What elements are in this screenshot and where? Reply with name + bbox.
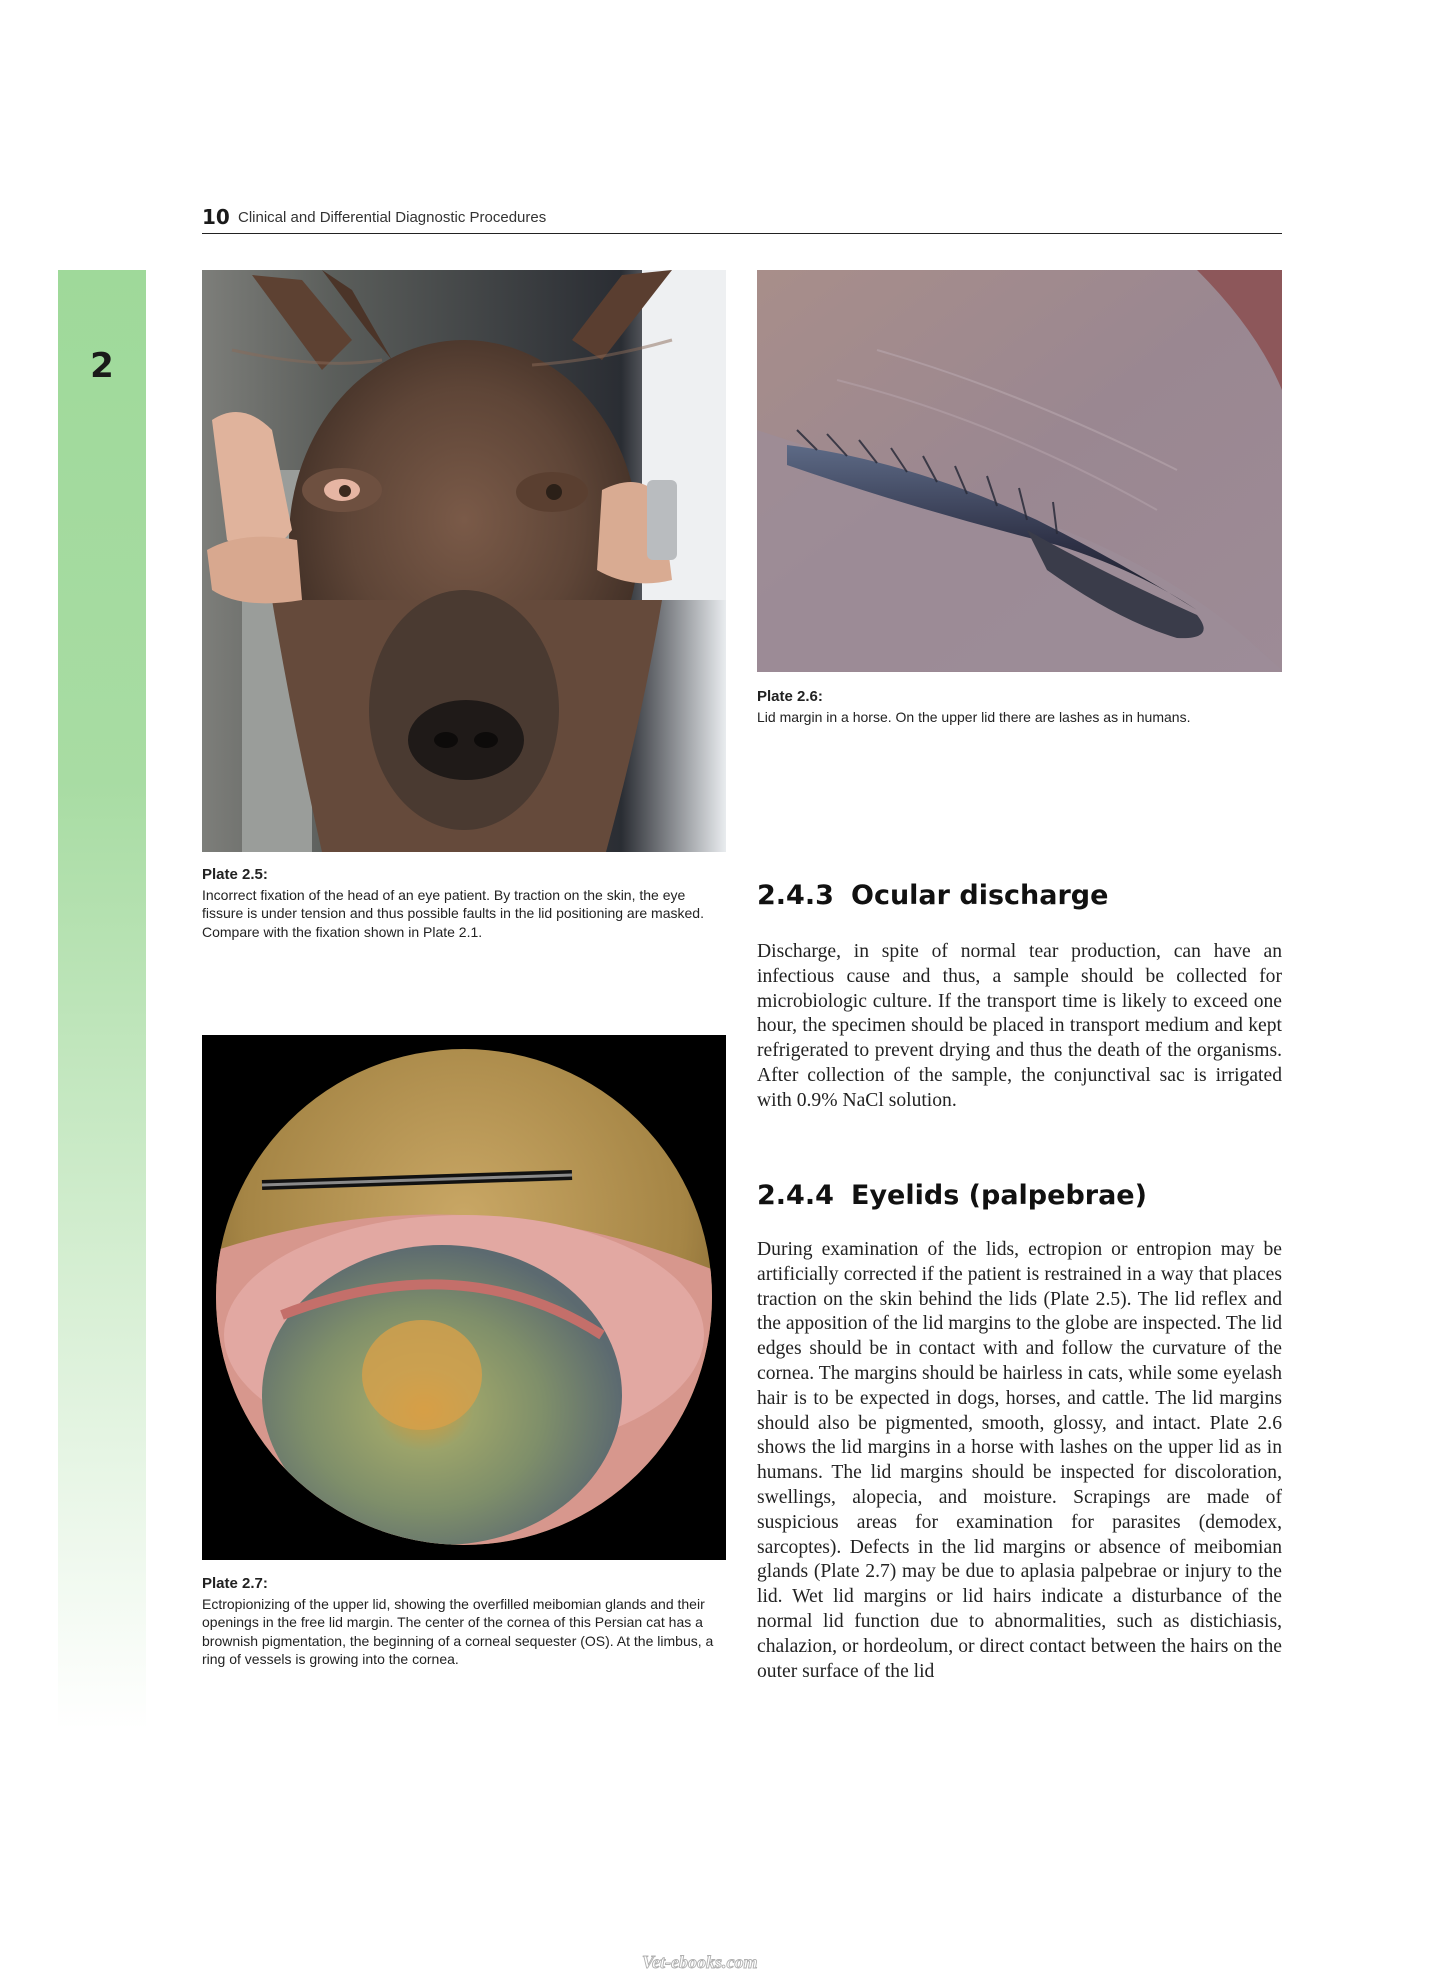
section-heading-ocular-discharge — [757, 880, 1108, 911]
plate-2-5-caption — [202, 866, 726, 941]
watermark-text: Vet-ebooks.com — [642, 1952, 758, 1972]
plate-label: Plate 2.6: — [757, 688, 823, 705]
watermark-logo — [640, 1946, 810, 1976]
chapter-tab — [58, 270, 146, 1730]
plate-2-6-caption — [757, 688, 1282, 726]
section-body-ocular-discharge: Discharge, in spite of normal tear production, can have an infectious cause and thus, a sample should be collected for microbiologic culture. If the transport time is likely to exceed one hour, the specimen should be placed in transport medium and kept refrigerated to prevent drying and thus the death of the organisms. After collection of the sample, the conjunctival sac is irrigated with 0.9% NaCl solution. — [757, 941, 1282, 1111]
plate-label: Plate 2.7: — [202, 1575, 268, 1592]
chapter-number: 2 — [90, 346, 114, 386]
running-header — [202, 203, 1282, 234]
section-title: Eyelids (palpebrae) — [851, 1180, 1147, 1211]
plate-label: Plate 2.5: — [202, 866, 268, 883]
section-title: Ocular discharge — [851, 880, 1109, 911]
plate-2-7-photo — [202, 1035, 726, 1560]
section-heading-eyelids — [757, 1180, 1147, 1211]
plate-2-7-caption — [202, 1575, 726, 1669]
section-number: 2.4.3 — [757, 880, 834, 911]
section-body-eyelids: During examination of the lids, ectropion or entropion may be artificially corrected if the patient is restrained in a way that places traction on the skin behind the lids (Plate 2.5). The lid reflex and the apposition of the lid margins to the globe are inspected. The lid edges should be in contact with and follow the curvature of the cornea. The margins should be hairless in cats, while some eyelash hair is to be expected in dogs, horses, and cattle. The lid margins should also be pigmented, smooth, glossy, and intact. Plate 2.6 shows the lid margins in a horse with lashes on the upper lid as in humans. The lid margins should be inspected for discoloration, swellings, alopecia, and moisture. Scrapings are made of suspicious areas for examination for parasites (demodex, sarcoptes). Defects in the lid margins or absence of meibomian glands (Plate 2.7) may be due to aplasia palpebrae or injury to the lid. Wet lid margins or lid hairs indicate a disturbance of the normal lid function due to abnormalities, such as distichiasis, chalazion, or hordeolum, or direct contact between the hairs on the outer surface of the lid — [757, 1239, 1282, 1682]
plate-2-6-photo — [757, 270, 1282, 672]
plate-2-5-photo — [202, 270, 726, 852]
plate-caption-text: Ectropionizing of the upper lid, showing the overfilled meibomian glands and their openings in the free lid margin. The center of the cornea of this Persian cat has a brownish pigmentation, the beginning of a corneal sequester (OS). At the limbus, a ring of vessels is growing into the cornea. — [202, 1595, 714, 1667]
running-title: Clinical and Differential Diagnostic Procedures — [238, 209, 547, 226]
section-number: 2.4.4 — [757, 1180, 834, 1211]
plate-caption-text: Incorrect fixation of the head of an eye patient. By traction on the skin, the eye fissure is under tension and thus possible faults in the lid positioning are masked. Compare with the fixation shown in Plate 2.1. — [202, 886, 704, 940]
plate-caption-text: Lid margin in a horse. On the upper lid there are lashes as in humans. — [757, 708, 1191, 725]
page-number: 10 — [202, 205, 230, 229]
